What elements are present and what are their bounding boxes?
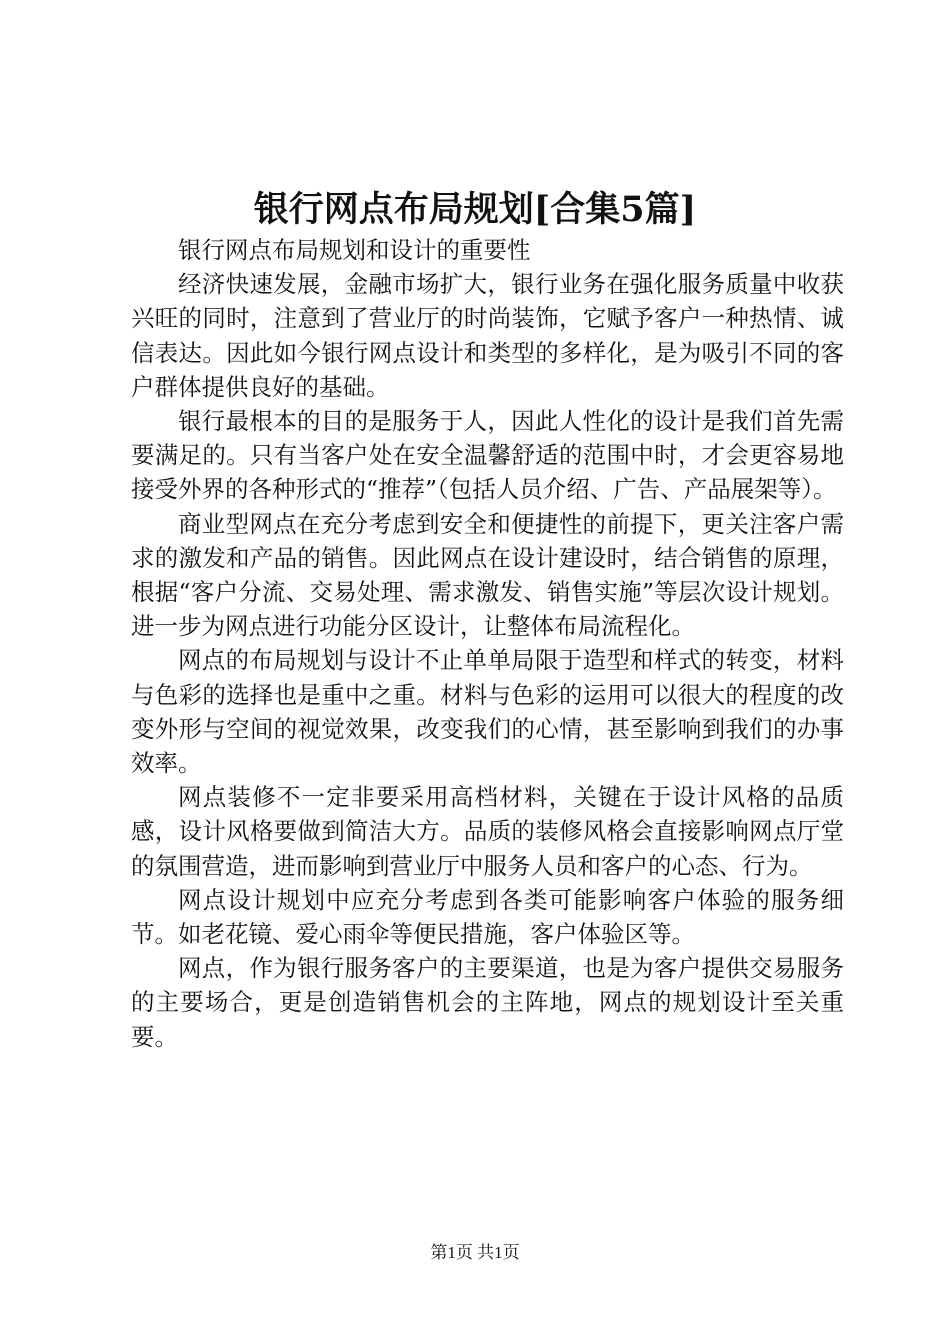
page-number-footer: 第1页 共1页 xyxy=(430,1243,520,1262)
document-title: 银行网点布局规划[合集5篇] xyxy=(253,189,697,230)
paragraph: 银行最根本的目的是服务于人，因此人性化的设计是我们首先需要满足的。只有当客户处在安全温馨舒适的范围中时，才会更容易地接受外界的各种形式的“推荐”（包括人员介绍、广告、产品展架等）。 xyxy=(131,407,844,504)
document-body xyxy=(131,233,844,1054)
paragraph: 网点，作为银行服务客户的主要渠道，也是为客户提供交易服务的主要场合，更是创造销售机会的主阵地，网点的规划设计至关重要。 xyxy=(131,954,844,1051)
paragraph: 网点的布局规划与设计不止单单局限于造型和样式的转变，材料与色彩的选择也是重中之重。材料与色彩的运用可以很大的程度的改变外形与空间的视觉效果，改变我们的心情，甚至影响到我们的办事效率。 xyxy=(131,646,844,778)
paragraph-subtitle: 银行网点布局规划和设计的重要性 xyxy=(178,236,531,264)
paragraph: 网点装修不一定非要采用高档材料，关键在于设计风格的品质感，设计风格要做到简洁大方。品质的装修风格会直接影响网点厅堂的氛围营造，进而影响到营业厅中服务人员和客户的心态、行为。 xyxy=(131,783,844,880)
paragraph: 网点设计规划中应充分考虑到各类可能影响客户体验的服务细节。如老花镜、爱心雨伞等便民措施，客户体验区等。 xyxy=(131,885,844,949)
paragraph: 商业型网点在充分考虑到安全和便捷性的前提下，更关注客户需求的激发和产品的销售。因此网点在设计建设时，结合销售的原理，根据“客户分流、交易处理、需求激发、销售实施”等层次设计规划。进一步为网点进行功能分区设计，让整体布局流程化。 xyxy=(131,509,844,641)
paragraph: 经济快速发展，金融市场扩大，银行业务在强化服务质量中收获兴旺的同时，注意到了营业厅的时尚装饰，它赋予客户一种热情、诚信表达。因此如今银行网点设计和类型的多样化，是为吸引不同的客户群体提供良好的基础。 xyxy=(131,270,844,401)
